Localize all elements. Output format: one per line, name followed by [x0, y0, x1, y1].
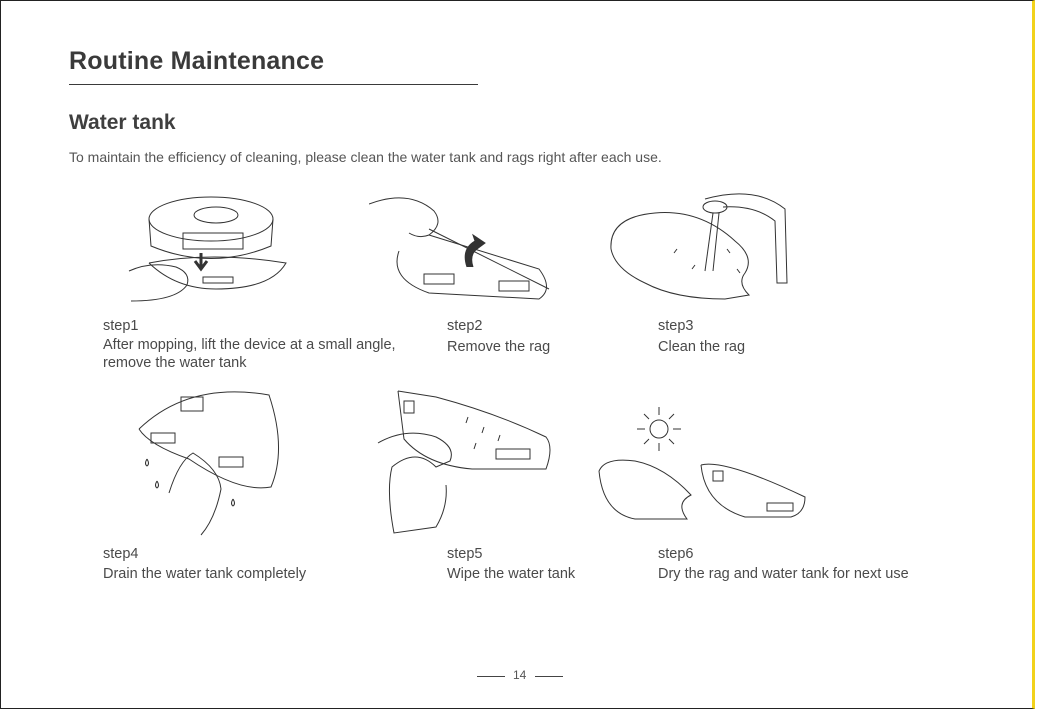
page-number: 14	[513, 668, 527, 682]
footer-rule-right	[535, 676, 563, 677]
step2-label: step2	[447, 318, 483, 334]
step5-illustration	[376, 387, 556, 537]
step1-description-line2: remove the water tank	[103, 355, 247, 371]
step4-description: Drain the water tank completely	[103, 566, 307, 582]
step4-illustration	[129, 389, 299, 539]
step5-label: step5	[447, 546, 483, 562]
step2-description: Remove the rag	[447, 339, 551, 355]
step6-label: step6	[658, 546, 694, 562]
step6-description: Dry the rag and water tank for next use	[658, 566, 909, 582]
step4-label: step4	[103, 546, 139, 562]
page-number-footer	[477, 667, 563, 687]
section-heading: Water tank	[69, 111, 176, 134]
step1-label: step1	[103, 318, 139, 334]
step6-illustration	[595, 401, 810, 526]
step3-illustration	[605, 187, 795, 307]
step3-description: Clean the rag	[658, 339, 746, 355]
step1-illustration	[121, 191, 291, 311]
step2-illustration	[369, 189, 559, 309]
step5-description: Wipe the water tank	[447, 566, 576, 582]
step3-label: step3	[658, 318, 694, 334]
page-title: Routine Maintenance	[69, 47, 325, 75]
footer-rule-left	[477, 676, 505, 677]
title-underline	[69, 84, 478, 85]
intro-text: To maintain the efficiency of cleaning, please clean the water tank and rags right after each use.	[69, 149, 662, 165]
step1-description-line1: After mopping, lift the device at a small angle,	[103, 337, 396, 353]
